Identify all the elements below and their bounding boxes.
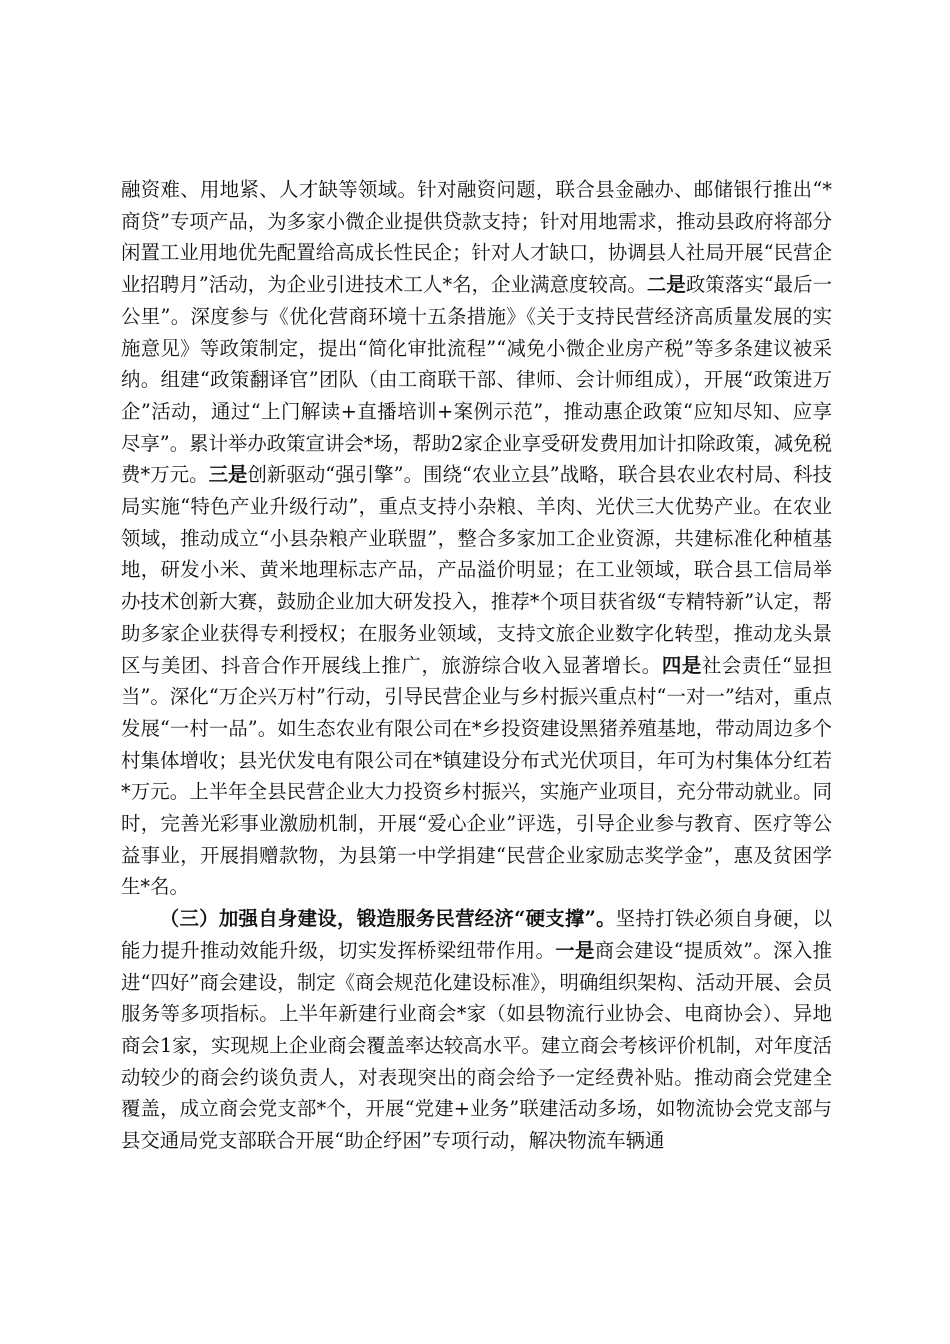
bold-lead: 四是 [661, 653, 702, 677]
paragraph-section-3 [121, 903, 832, 1157]
section-heading: （三）加强自身建设，锻造服务民营经济“硬支撑”。 [159, 907, 616, 931]
text-run: 坚持打铁必须自身硬，以能力提升推动效能升级，切实发挥桥梁纽带作用。 [121, 907, 833, 962]
bold-lead: 一是 [555, 938, 595, 962]
bold-lead: 三是 [208, 463, 248, 487]
bold-lead: 二是 [646, 273, 686, 297]
paragraph-continued [121, 174, 832, 903]
document-body [121, 174, 832, 1157]
text-run: 社会责任“显担当”。深化“万企兴万村”行动，引导民营企业与乡村振兴重点村“一对一”结对，重点发展“一村一品”。如生态农业有限公司在*乡投资建设黑猪养殖基地，带动周边多个村集体增收；县光伏发电有限公司在*镇建设分布式光伏项目，年可为村集体分红若*万元。上半年全县民营企业大力投资乡村振兴，实施产业项目，充分带动就业。同时，完善光彩事业激励机制，开展“爱心企业”评选，引导企业参与教育、医疗等公益事业，开展捐赠款物，为县第一中学捐建“民营企业家励志奖学金”，惠及贫困学生*名。 [121, 653, 833, 899]
text-run: 创新驱动“强引擎”。围绕“农业立县”战略，联合县农业农村局、科技局实施“特色产业升级行动”，重点支持小杂粮、羊肉、光伏三大优势产业。在农业领域，推动成立“小县杂粮产业联盟”，整合多家加工企业资源，共建标准化种植基地，研发小米、黄米地理标志产品，产品溢价明显；在工业领域，联合县工信局举办技术创新大赛，鼓励企业加大研发投入，推荐*个项目获省级“专精特新”认定，帮助多家企业获得专利授权；在服务业领域，支持文旅企业数字化转型，推动龙头景区与美团、抖音合作开展线上推广，旅游综合收入显著增长。 [121, 463, 832, 677]
text-run: 商会建设“提质效”。深入推进“四好”商会建设，制定《商会规范化建设标准》，明确组织架构、活动开展、会员服务等多项指标。上半年新建行业商会*家（如县物流行业协会、电商协会）、异地商会1家，实现规上企业商会覆盖率达较高水平。建立商会考核评价机制，对年度活动较少的商会约谈负责人，对表现突出的商会给予一定经费补贴。推动商会党建全覆盖，成立商会党支部*个，开展“党建+业务”联建活动多场，如物流协会党支部与县交通局党支部联合开展“助企纾困”专项行动，解决物流车辆通 [121, 938, 833, 1153]
text-run: 融资难、用地紧、人才缺等领域。针对融资问题，联合县金融办、邮储银行推出“*商贷”专项产品，为多家小微企业提供贷款支持；针对用地需求，推动县政府将部分闲置工业用地优先配置给高成长性民企；针对人才缺口，协调县人社局开展“民营企业招聘月”活动，为企业引进技术工人*名，企业满意度较高。 [121, 178, 832, 297]
text-run: 政策落实“最后一公里”。深度参与《优化营商环境十五条措施》《关于支持民营经济高质量发展的实施意见》等政策制定，提出“简化审批流程”“减免小微企业房产税”等多条建议被采纳。组建“政策翻译官”团队（由工商联干部、律师、会计师组成），开展“政策进万企”活动，通过“上门解读+直播培训+案例示范”，推动惠企政策“应知尽知、应享尽享”。累计举办政策宣讲会*场，帮助2家企业享受研发费用加计扣除政策，减免税费*万元。 [121, 273, 833, 487]
